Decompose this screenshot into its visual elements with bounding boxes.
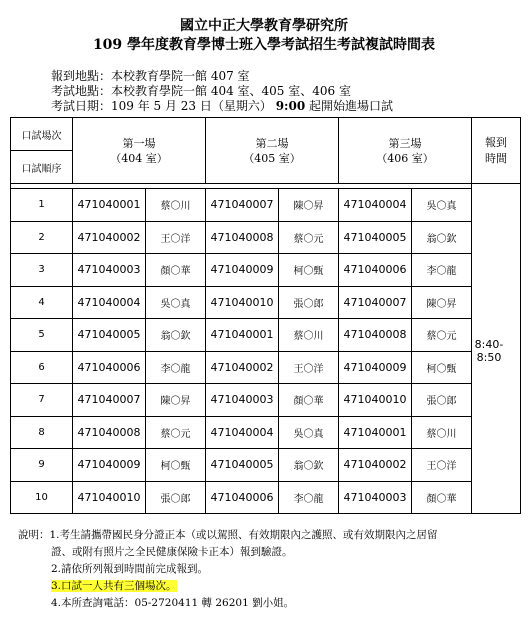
exam-location: 考試地點：本校教育學院一館 404 室、405 室、406 室: [51, 84, 351, 98]
order-number: 6: [11, 351, 73, 384]
candidate-name: 翁〇欽: [279, 449, 339, 482]
note-1-continued: 證、或附有照片之全民健康保險卡正本）報到驗證。: [51, 546, 293, 558]
candidate-name: 李〇龍: [146, 351, 206, 384]
candidate-name: 顏〇華: [146, 254, 206, 287]
order-number: 3: [11, 254, 73, 287]
candidate-id: 471040004: [206, 416, 279, 449]
candidate-id: 471040007: [73, 384, 146, 417]
candidate-name: 陳〇昇: [279, 189, 339, 222]
candidate-name: 蔡〇川: [279, 319, 339, 352]
candidate-id: 471040001: [339, 416, 412, 449]
header-time-label: [472, 118, 521, 184]
exam-date-prefix: 考試日期：109 年 5 月 23 日（星期六）: [51, 99, 276, 113]
candidate-name: 李〇龍: [412, 254, 472, 287]
candidate-name: 顏〇華: [412, 481, 472, 514]
candidate-id: 471040009: [206, 254, 279, 287]
hall-1-name: 第一場: [122, 136, 156, 150]
hall-3-header: [339, 118, 472, 184]
document-subtitle: 109 學年度教育學博士班入學考試招生考試複試時間表: [92, 37, 436, 53]
candidate-id: 471040003: [339, 481, 412, 514]
note-1: [18, 527, 518, 544]
hall-1-room: （404 室）: [110, 151, 168, 165]
candidate-id: 471040010: [73, 481, 146, 514]
header-hall-label: 口試場次: [11, 118, 73, 151]
candidate-name: 吳〇真: [412, 189, 472, 222]
hall-1-header: [73, 118, 206, 184]
hall-2-name: 第二場: [255, 136, 289, 150]
candidate-id: 471040006: [339, 254, 412, 287]
hall-3-room: （406 室）: [376, 151, 434, 165]
order-number: 10: [11, 481, 73, 514]
exam-start-time: 9:00: [275, 99, 306, 113]
candidate-name: 蔡〇川: [412, 416, 472, 449]
candidate-name: 吳〇真: [279, 416, 339, 449]
candidate-id: 471040002: [339, 449, 412, 482]
table-row: [11, 319, 521, 352]
candidate-name: 柯〇甄: [279, 254, 339, 287]
document-title: 國立中正大學教育學研究所: [180, 18, 348, 34]
table-row: [11, 221, 521, 254]
table-row: [11, 481, 521, 514]
hall-2-room: （405 室）: [243, 151, 301, 165]
report-time-text: 8:40-8:50: [474, 337, 504, 364]
candidate-name: 柯〇甄: [412, 351, 472, 384]
header-order-label: 口試順序: [11, 151, 73, 184]
table-row: [11, 449, 521, 482]
note-4: 4.本所查詢電話：05-2720411 轉 26201 劉小姐。: [51, 597, 295, 609]
candidate-id: 471040008: [73, 416, 146, 449]
candidate-id: 471040001: [73, 189, 146, 222]
table-row: [11, 384, 521, 417]
candidate-name: 王〇洋: [279, 351, 339, 384]
candidate-id: 471040005: [73, 319, 146, 352]
note-1-text: 1.考生請攜帶國民身分證正本（或以駕照、有效期限內之護照、或有效期限內之居留: [49, 529, 438, 541]
candidate-name: 蔡〇元: [412, 319, 472, 352]
candidate-id: 471040005: [339, 221, 412, 254]
table-row: [11, 286, 521, 319]
candidate-id: 471040008: [206, 221, 279, 254]
candidate-id: 471040009: [339, 351, 412, 384]
candidate-name: 吳〇真: [146, 286, 206, 319]
report-time: [472, 189, 521, 514]
order-number: 5: [11, 319, 73, 352]
candidate-name: 翁〇欽: [146, 319, 206, 352]
candidate-name: 顏〇華: [279, 384, 339, 417]
candidate-name: 張〇郎: [412, 384, 472, 417]
candidate-name: 翁〇欽: [412, 221, 472, 254]
table-row: [11, 254, 521, 287]
hall-2-header: [206, 118, 339, 184]
candidate-id: 471040004: [339, 189, 412, 222]
candidate-id: 471040002: [206, 351, 279, 384]
candidate-name: 王〇洋: [146, 221, 206, 254]
candidate-id: 471040003: [206, 384, 279, 417]
candidate-id: 471040009: [73, 449, 146, 482]
candidate-id: 471040007: [339, 286, 412, 319]
table-row: [11, 189, 521, 222]
candidate-name: 陳〇昇: [146, 384, 206, 417]
candidate-name: 陳〇昇: [412, 286, 472, 319]
candidate-id: 471040007: [206, 189, 279, 222]
order-number: 4: [11, 286, 73, 319]
candidate-id: 471040004: [73, 286, 146, 319]
candidate-id: 471040003: [73, 254, 146, 287]
note-3: [18, 578, 518, 595]
candidate-name: 蔡〇元: [279, 221, 339, 254]
note-2: 2.請依所列報到時間前完成報到。: [51, 563, 209, 575]
candidate-name: 王〇洋: [412, 449, 472, 482]
candidate-id: 471040006: [73, 351, 146, 384]
candidate-name: 蔡〇川: [146, 189, 206, 222]
order-number: 1: [11, 189, 73, 222]
notes-label: 說明：: [18, 529, 50, 541]
candidate-id: 471040006: [206, 481, 279, 514]
exam-date-suffix: 起開始進場口試: [305, 99, 394, 113]
candidate-id: 471040010: [339, 384, 412, 417]
order-number: 7: [11, 384, 73, 417]
table-row: [11, 416, 521, 449]
report-location: 報到地點：本校教育學院一館 407 室: [51, 69, 250, 83]
candidate-id: 471040010: [206, 286, 279, 319]
candidate-id: 471040002: [73, 221, 146, 254]
schedule-table: [10, 117, 521, 514]
table-row: [11, 351, 521, 384]
schedule-body: [11, 189, 521, 514]
note-3-highlighted: 3.口試一人共有三個場次。: [51, 580, 177, 592]
exam-date: [51, 99, 393, 114]
hall-3-name: 第三場: [388, 136, 422, 150]
candidate-name: 張〇郎: [279, 286, 339, 319]
order-number: 8: [11, 416, 73, 449]
candidate-name: 柯〇甄: [146, 449, 206, 482]
order-number: 2: [11, 221, 73, 254]
candidate-name: 張〇郎: [146, 481, 206, 514]
header-time-text: 報到時間: [485, 135, 507, 165]
candidate-id: 471040008: [339, 319, 412, 352]
candidate-id: 471040001: [206, 319, 279, 352]
order-number: 9: [11, 449, 73, 482]
notes: [18, 527, 518, 612]
candidate-id: 471040005: [206, 449, 279, 482]
candidate-name: 李〇龍: [279, 481, 339, 514]
candidate-name: 蔡〇元: [146, 416, 206, 449]
